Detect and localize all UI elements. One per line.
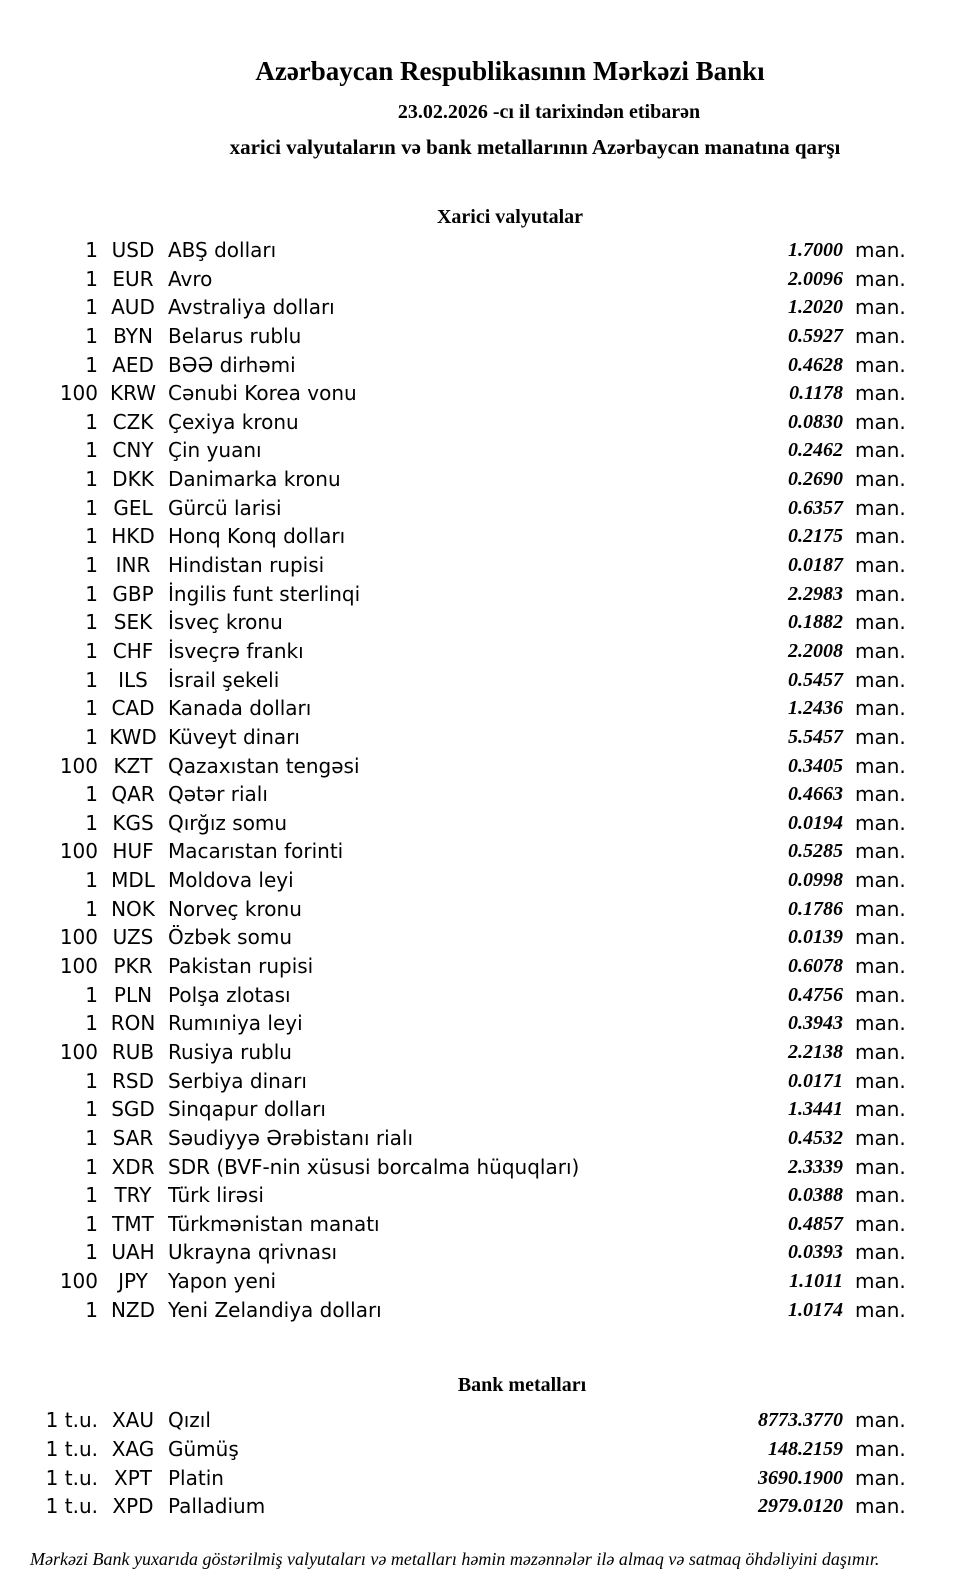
quantity-cell: 1	[85, 868, 98, 893]
currency-code-cell: DKK	[112, 467, 154, 492]
quantity-cell: 1	[85, 667, 98, 692]
unit-label-cell: man.	[855, 524, 906, 549]
quantity-cell: 1	[85, 1211, 98, 1236]
currency-code-cell: SAR	[112, 1125, 154, 1150]
unit-label-cell: man.	[855, 495, 906, 520]
unit-label-cell: man.	[855, 610, 906, 635]
rate-value-cell: 2.0096	[788, 267, 843, 290]
unit-label-cell: man.	[855, 323, 906, 348]
currency-name-cell: Platin	[168, 1465, 224, 1490]
unit-label-cell: man.	[855, 553, 906, 578]
unit-label-cell: man.	[855, 1183, 906, 1208]
currency-name-cell: Qətər rialı	[168, 782, 268, 807]
rate-value-cell: 0.1786	[788, 897, 843, 920]
quantity-cell: 100	[59, 1269, 98, 1294]
unit-label-cell: man.	[855, 266, 906, 291]
table-row	[0, 351, 958, 380]
rate-value-cell: 0.3943	[788, 1012, 843, 1035]
rate-value-cell: 0.6357	[788, 496, 843, 519]
currency-name-cell: İsveçrə frankı	[168, 638, 304, 663]
currency-code-cell: MDL	[111, 868, 155, 893]
quantity-cell: 100	[59, 954, 98, 979]
unit-label-cell: man.	[855, 982, 906, 1007]
currency-name-cell: İngilis funt sterlinqi	[168, 581, 361, 606]
quantity-cell: 1	[85, 581, 98, 606]
quantity-cell: 1	[85, 610, 98, 635]
table-row	[0, 1238, 958, 1267]
table-row	[0, 666, 958, 695]
rate-value-cell: 0.0393	[788, 1241, 843, 1264]
unit-label-cell: man.	[855, 581, 906, 606]
currency-code-cell: TMT	[112, 1211, 154, 1236]
unit-label-cell: man.	[855, 868, 906, 893]
currency-name-cell: BƏƏ dirhəmi	[168, 352, 296, 377]
rate-value-cell: 2.2138	[788, 1040, 843, 1063]
currency-code-cell: QAR	[111, 782, 155, 807]
rate-value-cell: 0.6078	[788, 955, 843, 978]
currency-code-cell: NOK	[111, 896, 155, 921]
table-row	[0, 837, 958, 866]
disclaimer-note: Mərkəzi Bank yuxarıda göstərilmiş valyutaları və metalları həmin məzənnələr ilə almaq və satmaq öhdəliyini daşımır.	[30, 1548, 880, 1569]
unit-label-cell: man.	[855, 1465, 906, 1490]
quantity-cell: 1	[85, 638, 98, 663]
table-row	[0, 1435, 958, 1464]
quantity-cell: 1	[85, 1097, 98, 1122]
table-row	[0, 1124, 958, 1153]
currency-code-cell: JPY	[118, 1269, 148, 1294]
currency-name-cell: Moldova leyi	[168, 868, 294, 893]
quantity-cell: 1	[85, 1240, 98, 1265]
table-row	[0, 1181, 958, 1210]
quantity-cell: 1	[85, 238, 98, 262]
currency-name-cell: Serbiya dinarı	[168, 1068, 307, 1093]
rate-value-cell: 3690.1900	[758, 1466, 843, 1489]
currency-code-cell: UAH	[111, 1240, 155, 1265]
currency-code-cell: INR	[115, 553, 151, 578]
unit-label-cell: man.	[855, 1039, 906, 1064]
quantity-cell: 1	[85, 524, 98, 549]
currency-name-cell: ABŞ dolları	[168, 238, 277, 262]
currency-code-cell: GBP	[112, 581, 154, 606]
table-row	[0, 322, 958, 351]
quantity-cell: 1	[85, 724, 98, 749]
rate-value-cell: 0.4857	[788, 1212, 843, 1235]
currency-code-cell: CAD	[111, 696, 155, 721]
currency-code-cell: SGD	[111, 1097, 155, 1122]
unit-label-cell: man.	[855, 381, 906, 406]
rate-value-cell: 1.0174	[788, 1298, 843, 1321]
rate-value-cell: 0.5285	[788, 840, 843, 863]
currency-name-cell: İsrail şekeli	[168, 667, 280, 692]
rate-value-cell: 0.0998	[788, 869, 843, 892]
table-row	[0, 1009, 958, 1038]
currency-code-cell: EUR	[112, 266, 154, 291]
currency-code-cell: CHF	[112, 638, 154, 663]
rate-value-cell: 0.1882	[788, 611, 843, 634]
quantity-cell: 1	[85, 782, 98, 807]
rate-value-cell: 1.7000	[788, 239, 843, 261]
table-row	[0, 1210, 958, 1239]
quantity-cell: 1	[85, 1011, 98, 1036]
quantity-cell: 1	[85, 409, 98, 434]
document-header	[0, 55, 958, 161]
table-row	[0, 1067, 958, 1096]
metals-table	[0, 1406, 958, 1521]
currency-name-cell: Çexiya kronu	[168, 409, 299, 434]
table-row	[0, 866, 958, 895]
currency-name-cell: Gümüş	[168, 1436, 239, 1461]
table-row	[0, 608, 958, 637]
currency-name-cell: Polşa zlotası	[168, 982, 291, 1007]
unit-label-cell: man.	[855, 839, 906, 864]
currency-name-cell: Gürcü larisi	[168, 495, 282, 520]
quantity-cell: 1	[85, 1297, 98, 1322]
currency-name-cell: Qızıl	[168, 1408, 211, 1433]
rate-value-cell: 0.0187	[788, 554, 843, 577]
table-row	[0, 637, 958, 666]
quantity-cell: 1 t.u.	[45, 1436, 98, 1461]
table-row	[0, 1492, 958, 1521]
rate-value-cell: 2.2983	[788, 582, 843, 605]
unit-label-cell: man.	[855, 753, 906, 778]
currency-code-cell: XPT	[114, 1465, 152, 1490]
currency-name-cell: İsveç kronu	[168, 610, 283, 635]
unit-label-cell: man.	[855, 696, 906, 721]
rate-value-cell: 0.0388	[788, 1184, 843, 1207]
rate-value-cell: 1.3441	[788, 1098, 843, 1121]
rate-value-cell: 0.0830	[788, 410, 843, 433]
quantity-cell: 1	[85, 1125, 98, 1150]
unit-label-cell: man.	[855, 896, 906, 921]
currency-name-cell: Pakistan rupisi	[168, 954, 314, 979]
quantity-cell: 1	[85, 1154, 98, 1179]
rate-value-cell: 0.4628	[788, 353, 843, 376]
currency-name-cell: Norveç kronu	[168, 896, 302, 921]
rate-value-cell: 0.2690	[788, 468, 843, 491]
table-row	[0, 1406, 958, 1435]
table-row	[0, 551, 958, 580]
quantity-cell: 1	[85, 352, 98, 377]
currency-name-cell: Sinqapur dolları	[168, 1097, 326, 1122]
unit-label-cell: man.	[855, 1269, 906, 1294]
currency-code-cell: KZT	[113, 753, 153, 778]
table-row	[0, 408, 958, 437]
currency-name-cell: SDR (BVF-nin xüsusi borcalma hüquqları)	[168, 1154, 580, 1179]
quantity-cell: 1	[85, 495, 98, 520]
table-row	[0, 465, 958, 494]
unit-label-cell: man.	[855, 238, 906, 262]
quantity-cell: 100	[59, 839, 98, 864]
quantity-cell: 1	[85, 982, 98, 1007]
currency-code-cell: HKD	[111, 524, 155, 549]
unit-label-cell: man.	[855, 352, 906, 377]
unit-label-cell: man.	[855, 438, 906, 463]
currency-code-cell: RON	[110, 1011, 156, 1036]
currency-name-cell: Macarıstan forinti	[168, 839, 344, 864]
quantity-cell: 1	[85, 467, 98, 492]
unit-label-cell: man.	[855, 782, 906, 807]
table-row	[0, 923, 958, 952]
currency-code-cell: PKR	[113, 954, 153, 979]
currencies-table	[0, 236, 958, 1324]
currency-name-cell: Qırğız somu	[168, 810, 288, 835]
document-subtitle: xarici valyutaların və bank metallarının Azərbaycan manatına qarşı	[229, 135, 841, 159]
currency-name-cell: Səudiyyə Ərəbistanı rialı	[168, 1125, 414, 1150]
rate-value-cell: 0.0171	[788, 1069, 843, 1092]
currency-code-cell: CZK	[112, 409, 154, 434]
currency-name-cell: Özbək somu	[168, 925, 292, 950]
quantity-cell: 1	[85, 1068, 98, 1093]
table-row	[0, 952, 958, 981]
table-row	[0, 265, 958, 294]
rate-value-cell: 1.1011	[789, 1270, 843, 1293]
currency-code-cell: USD	[111, 238, 155, 262]
currency-code-cell: KRW	[110, 381, 156, 406]
unit-label-cell: man.	[855, 1494, 906, 1519]
rate-value-cell: 5.5457	[788, 725, 843, 748]
rate-value-cell: 0.5457	[788, 668, 843, 691]
unit-label-cell: man.	[855, 954, 906, 979]
currency-name-cell: Rumıniya leyi	[168, 1011, 303, 1036]
quantity-cell: 1	[85, 1183, 98, 1208]
rate-value-cell: 0.4756	[788, 983, 843, 1006]
rate-value-cell: 1.2436	[788, 697, 843, 720]
table-row	[0, 580, 958, 609]
currency-name-cell: Danimarka kronu	[168, 467, 341, 492]
table-row	[0, 236, 958, 265]
rate-value-cell: 0.4532	[788, 1126, 843, 1149]
currency-code-cell: SEK	[113, 610, 153, 635]
rate-value-cell: 0.3405	[788, 754, 843, 777]
table-row	[0, 895, 958, 924]
quantity-cell: 1 t.u.	[45, 1465, 98, 1490]
unit-label-cell: man.	[855, 1436, 906, 1461]
currency-code-cell: XDR	[111, 1154, 155, 1179]
unit-label-cell: man.	[855, 1097, 906, 1122]
currency-name-cell: Avstraliya dolları	[168, 295, 335, 320]
rate-value-cell: 0.4663	[788, 783, 843, 806]
currencies-section-title: Xarici valyutalar	[436, 206, 584, 228]
rate-value-cell: 1.2020	[788, 296, 843, 319]
currency-name-cell: Belarus rublu	[168, 323, 302, 348]
table-row	[0, 981, 958, 1010]
currency-name-cell: Rusiya rublu	[168, 1039, 292, 1064]
currency-code-cell: AED	[112, 352, 154, 377]
page-title: Azərbaycan Respublikasının Mərkəzi Bankı	[255, 56, 765, 86]
table-row	[0, 1267, 958, 1296]
quantity-cell: 100	[59, 1039, 98, 1064]
table-row	[0, 379, 958, 408]
table-row	[0, 494, 958, 523]
unit-label-cell: man.	[855, 1068, 906, 1093]
rate-value-cell: 2979.0120	[758, 1495, 843, 1518]
metals-section-title: Bank metalları	[457, 1374, 587, 1397]
rate-value-cell: 0.2462	[788, 439, 843, 462]
currency-name-cell: Honq Konq dolları	[168, 524, 346, 549]
table-row	[0, 1095, 958, 1124]
quantity-cell: 1	[85, 266, 98, 291]
quantity-cell: 100	[59, 925, 98, 950]
unit-label-cell: man.	[855, 1125, 906, 1150]
currency-code-cell: RSD	[112, 1068, 154, 1093]
unit-label-cell: man.	[855, 724, 906, 749]
currency-name-cell: Küveyt dinarı	[168, 724, 300, 749]
unit-label-cell: man.	[855, 467, 906, 492]
rate-value-cell: 148.2159	[768, 1437, 843, 1460]
table-row	[0, 809, 958, 838]
effective-date-line: 23.02.2026 -cı il tarixindən etibarən	[397, 101, 701, 123]
currency-code-cell: UZS	[112, 925, 154, 950]
quantity-cell: 1	[85, 896, 98, 921]
currency-name-cell: Cənubi Korea vonu	[168, 381, 357, 406]
rate-value-cell: 0.1178	[789, 382, 843, 405]
currency-code-cell: KGS	[112, 810, 154, 835]
unit-label-cell: man.	[855, 1011, 906, 1036]
quantity-cell: 1	[85, 323, 98, 348]
quantity-cell: 100	[59, 381, 98, 406]
unit-label-cell: man.	[855, 638, 906, 663]
currency-code-cell: BYN	[113, 323, 153, 348]
table-row	[0, 436, 958, 465]
currency-name-cell: Yapon yeni	[168, 1269, 277, 1294]
rate-value-cell: 0.0194	[788, 811, 843, 834]
currency-name-cell: Qazaxıstan tengəsi	[168, 753, 360, 778]
quantity-cell: 100	[59, 753, 98, 778]
table-row	[0, 1464, 958, 1493]
rate-value-cell: 0.5927	[788, 324, 843, 347]
quantity-cell: 1	[85, 810, 98, 835]
unit-label-cell: man.	[855, 409, 906, 434]
currency-name-cell: Çin yuanı	[168, 438, 262, 463]
currency-name-cell: Avro	[168, 266, 213, 291]
table-row	[0, 694, 958, 723]
currency-code-cell: TRY	[114, 1183, 152, 1208]
currency-name-cell: Yeni Zelandiya dolları	[168, 1297, 382, 1322]
table-row	[0, 752, 958, 781]
quantity-cell: 1	[85, 553, 98, 578]
unit-label-cell: man.	[855, 1297, 906, 1322]
rate-value-cell: 0.0139	[788, 926, 843, 949]
currency-code-cell: HUF	[112, 839, 154, 864]
currency-code-cell: AUD	[111, 295, 155, 320]
rate-value-cell: 0.2175	[788, 525, 843, 548]
currency-name-cell: Ukrayna qrivnası	[168, 1240, 338, 1265]
table-row	[0, 1153, 958, 1182]
currency-name-cell: Kanada dolları	[168, 696, 312, 721]
currency-code-cell: CNY	[112, 438, 154, 463]
unit-label-cell: man.	[855, 810, 906, 835]
currency-name-cell: Türk lirəsi	[168, 1183, 264, 1208]
currency-name-cell: Hindistan rupisi	[168, 553, 325, 578]
quantity-cell: 1 t.u.	[45, 1494, 98, 1519]
rate-value-cell: 2.2008	[788, 639, 843, 662]
unit-label-cell: man.	[855, 925, 906, 950]
quantity-cell: 1	[85, 438, 98, 463]
quantity-cell: 1	[85, 295, 98, 320]
unit-label-cell: man.	[855, 295, 906, 320]
unit-label-cell: man.	[855, 1211, 906, 1236]
currency-name-cell: Türkmənistan manatı	[168, 1211, 380, 1236]
table-row	[0, 1038, 958, 1067]
table-row	[0, 522, 958, 551]
table-row	[0, 1296, 958, 1325]
rate-value-cell: 2.3339	[788, 1155, 843, 1178]
table-row	[0, 780, 958, 809]
unit-label-cell: man.	[855, 667, 906, 692]
table-row	[0, 293, 958, 322]
currency-code-cell: GEL	[113, 495, 153, 520]
currency-code-cell: NZD	[110, 1297, 156, 1322]
quantity-cell: 1	[85, 696, 98, 721]
quantity-cell: 1 t.u.	[45, 1408, 98, 1433]
rate-value-cell: 8773.3770	[758, 1409, 843, 1432]
currency-code-cell: ILS	[118, 667, 148, 692]
currency-code-cell: XAG	[111, 1436, 155, 1461]
currency-code-cell: XAU	[111, 1408, 155, 1433]
table-row	[0, 723, 958, 752]
unit-label-cell: man.	[855, 1154, 906, 1179]
unit-label-cell: man.	[855, 1408, 906, 1433]
unit-label-cell: man.	[855, 1240, 906, 1265]
currency-code-cell: KWD	[109, 724, 157, 749]
currency-code-cell: XPD	[112, 1494, 154, 1519]
currency-code-cell: PLN	[113, 982, 153, 1007]
currency-code-cell: RUB	[111, 1039, 155, 1064]
currency-name-cell: Palladium	[168, 1494, 266, 1519]
